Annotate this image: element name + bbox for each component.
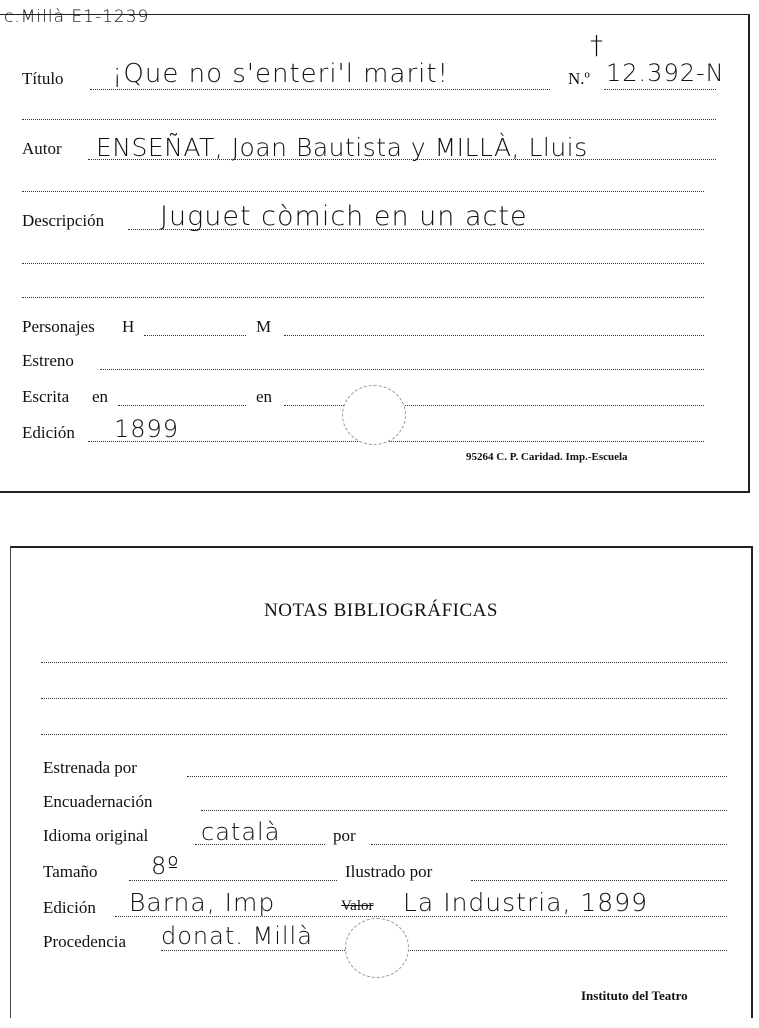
- en-label: en: [256, 387, 273, 406]
- edicion-struck-word: Valor: [341, 898, 374, 914]
- procedencia-label: Procedencia: [43, 932, 127, 951]
- procedencia-line: [161, 950, 727, 951]
- descripcion-value: Juguet còmich en un acte: [160, 201, 528, 232]
- notas-line-2: [41, 698, 727, 699]
- descripcion-line-2: [22, 263, 704, 264]
- edicion-value-a: Barna, Imp: [129, 888, 276, 917]
- punch-hole-2: [345, 918, 409, 978]
- autor-value: ENSEÑAT, Joan Bautista y MILLÀ, Lluis: [96, 133, 588, 162]
- m-line: [284, 335, 704, 336]
- personajes-label: Personajes: [22, 317, 95, 336]
- titulo-line: [90, 89, 550, 90]
- encuadernacion-line: [201, 810, 727, 811]
- encuadernacion-label: Encuadernación: [43, 792, 153, 811]
- estrenada-line: [187, 776, 727, 777]
- notas-heading: NOTAS BIBLIOGRÁFICAS: [264, 600, 498, 621]
- titulo-extra-line: [22, 119, 716, 120]
- titulo-label: Título: [22, 69, 64, 88]
- estreno-line: [100, 369, 704, 370]
- dagger-mark: †: [590, 31, 604, 61]
- idioma-label: Idioma original: [43, 826, 149, 845]
- edicion-value-b: La Industria, 1899: [403, 888, 649, 917]
- catalog-card-back: [10, 546, 753, 1018]
- descripcion-line-3: [22, 297, 704, 298]
- ilustrado-label: Ilustrado por: [345, 862, 433, 881]
- edicion-line: [88, 441, 704, 442]
- procedencia-value: donat. Millà: [161, 922, 313, 950]
- por-line: [371, 844, 727, 845]
- escrita-line: [118, 405, 246, 406]
- numero-value: 12.392-N: [606, 59, 725, 87]
- numero-line: [604, 89, 716, 90]
- ilustrado-line: [471, 880, 727, 881]
- notas-line-3: [41, 734, 727, 735]
- institute-footer: Instituto del Teatro: [581, 988, 688, 1003]
- escrita-en-label: en: [92, 387, 109, 406]
- h-label: H: [122, 317, 135, 336]
- idioma-value: català: [201, 818, 281, 846]
- estreno-label: Estreno: [22, 351, 74, 370]
- estrenada-label: Estrenada por: [43, 758, 137, 777]
- numero-label: N.º: [568, 69, 590, 88]
- tamano-line: [129, 880, 337, 881]
- punch-hole: [342, 385, 406, 445]
- por-label: por: [333, 826, 356, 845]
- m-label: M: [256, 317, 272, 336]
- h-line: [144, 335, 246, 336]
- edicion-label-2: Edición: [43, 898, 96, 917]
- tamano-value: 8º: [151, 852, 180, 880]
- autor-extra-line: [22, 191, 704, 192]
- catalog-card-front: [0, 7, 750, 493]
- descripcion-label: Descripción: [22, 211, 105, 230]
- edicion-value: 1899: [114, 415, 180, 443]
- titulo-value: ¡Que no s'enteri'l marit!: [112, 59, 449, 89]
- printer-imprint: 95264 C. P. Caridad. Imp.-Escuela: [466, 451, 628, 463]
- corner-note: c.Millà E1-1239: [4, 7, 150, 27]
- notas-line-1: [41, 662, 727, 663]
- tamano-label: Tamaño: [43, 862, 98, 881]
- edicion-label: Edición: [22, 423, 75, 442]
- escrita-label: Escrita: [22, 387, 70, 406]
- autor-label: Autor: [22, 139, 62, 158]
